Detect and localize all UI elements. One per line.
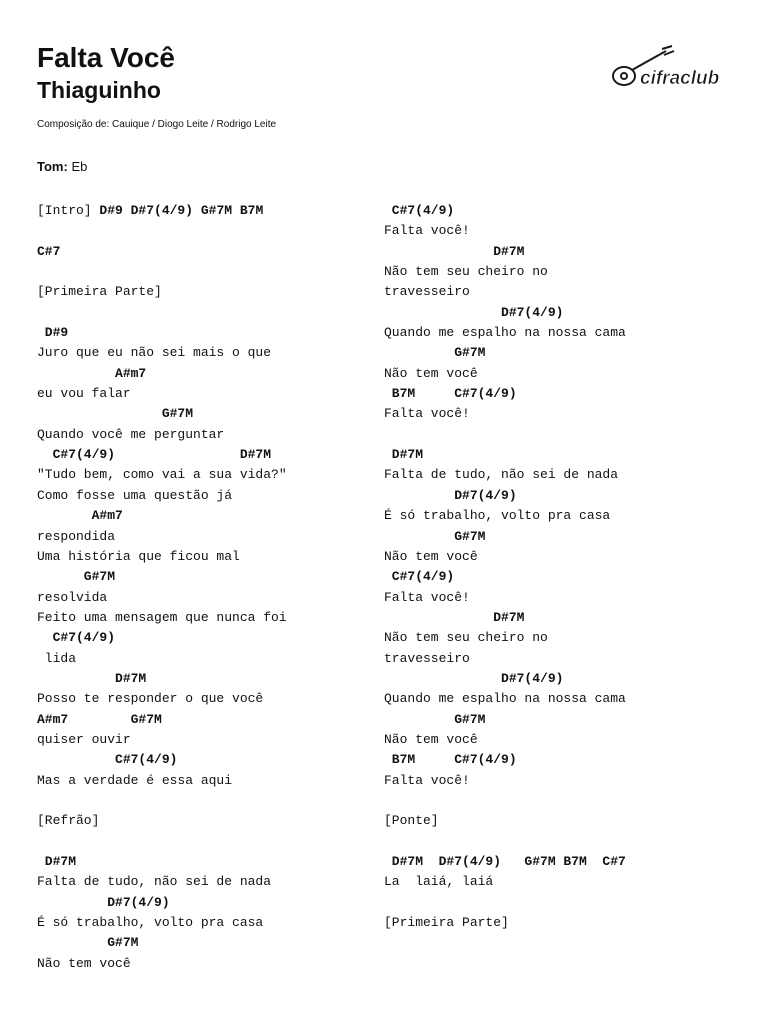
lyric-line: Falta você! — [384, 406, 470, 422]
chord-line: C#7(4/9) — [384, 203, 455, 218]
blank-line — [37, 221, 367, 241]
chord-line: D#7M — [37, 854, 77, 869]
guitar-icon — [606, 44, 722, 96]
key-value: Eb — [71, 159, 88, 174]
chord-line: G#7M — [384, 528, 486, 544]
chord-line: D#7M D#7(4/9) G#7M B7M C#7 — [384, 854, 626, 869]
chord-line: D#7(4/9) — [384, 670, 564, 686]
lyric-line: Quando me espalho na nossa cama — [384, 325, 626, 341]
lyric-line: lida — [37, 650, 77, 666]
composers-credit: Composição de: Cauique / Diogo Leite / Rodrigo Leite — [37, 119, 277, 130]
chord-line: D#7(4/9) — [37, 894, 170, 910]
chord-line: D#7M — [384, 609, 525, 625]
cifraclub-logo[interactable] — [606, 44, 722, 96]
lyric-line: Falta você! — [384, 223, 470, 239]
lyric-line: É só trabalho, volto pra casa — [37, 915, 264, 931]
blank-line — [37, 303, 367, 323]
key-label: Tom: — [37, 159, 68, 174]
lyric-line: Juro que eu não sei mais o que — [37, 345, 272, 361]
lyrics-column-left — [37, 201, 367, 974]
lyrics-column-right — [384, 201, 744, 933]
artist-name: Thiaguinho — [37, 77, 161, 103]
chord-line: B7M C#7(4/9) — [384, 752, 517, 768]
lyric-line: Não tem seu cheiro no — [384, 630, 548, 646]
intro-line — [37, 201, 367, 221]
chord-line: C#7(4/9) — [384, 569, 455, 585]
lyric-line: Não tem você — [384, 365, 478, 381]
lyric-line: eu vou falar — [37, 386, 131, 402]
lyric-line: Não tem você — [37, 955, 131, 971]
blank-line — [384, 791, 744, 811]
blank-line — [384, 832, 744, 852]
lyric-line: Não tem você — [384, 731, 478, 747]
section-header: [Refrão] — [37, 813, 100, 829]
lyric-line: Não tem você — [384, 548, 478, 564]
chord-line: A#m7 G#7M — [37, 711, 162, 727]
lyric-line: Uma história que ficou mal — [37, 548, 240, 564]
lyric-line: La laiá, laiá — [384, 874, 494, 890]
lyric-line: respondida — [37, 528, 116, 544]
lyric-line: Falta de tudo, não sei de nada — [384, 467, 619, 483]
section-label: [Intro] — [37, 203, 100, 218]
chord-line: C#7(4/9) — [37, 630, 116, 646]
lyric-line: É só trabalho, volto pra casa — [384, 508, 611, 524]
blank-line — [37, 832, 367, 852]
blank-line — [37, 791, 367, 811]
lyric-line: Falta você! — [384, 589, 470, 605]
chord-line: A#m7 — [37, 365, 147, 381]
chord-line: G#7M — [37, 935, 139, 951]
chord-line: C#7(4/9) — [37, 752, 178, 768]
chord-line: G#7M — [37, 406, 194, 422]
lyric-line: Feito uma mensagem que nunca foi — [37, 609, 287, 625]
chord-line: C#7(4/9) D#7M — [37, 447, 272, 463]
logo-text: cifraclub — [640, 68, 720, 89]
chord-line: C#7 — [37, 243, 61, 259]
lyric-line: Quando me espalho na nossa cama — [384, 691, 626, 707]
blank-line — [37, 262, 367, 282]
chord-line: D#9 D#7(4/9) G#7M B7M — [99, 203, 264, 218]
chord-line: D#7(4/9) — [384, 487, 517, 503]
blank-line — [384, 893, 744, 913]
chord-line: G#7M — [37, 569, 116, 585]
lyric-line: travesseiro — [384, 650, 470, 666]
lyric-line: Quando você me perguntar — [37, 426, 225, 442]
chord-line: B7M C#7(4/9) — [384, 386, 517, 402]
chord-line: D#7(4/9) — [384, 304, 564, 320]
chord-line: G#7M — [384, 711, 486, 727]
chord-line: G#7M — [384, 345, 486, 361]
section-header: [Ponte] — [384, 813, 439, 829]
section-header: [Primeira Parte] — [37, 284, 162, 300]
lyric-line: Posso te responder o que você — [37, 691, 264, 707]
lyric-line: Mas a verdade é essa aqui — [37, 772, 233, 788]
lyric-line: Falta de tudo, não sei de nada — [37, 874, 272, 890]
blank-line — [384, 425, 744, 445]
lyric-line: resolvida — [37, 589, 108, 605]
lyric-line: Falta você! — [384, 772, 470, 788]
chord-line: D#7M — [37, 670, 147, 686]
lyric-line: "Tudo bem, como vai a sua vida?" — [37, 467, 287, 483]
song-key — [37, 158, 87, 176]
lyric-line: Não tem seu cheiro no — [384, 264, 548, 280]
chord-line: D#7M — [384, 447, 424, 463]
chord-line: D#9 — [37, 325, 69, 341]
song-title: Falta Você — [37, 42, 175, 73]
chord-line: D#7M — [384, 243, 525, 259]
lyric-line: quiser ouvir — [37, 731, 131, 747]
lyric-line: travesseiro — [384, 284, 470, 300]
section-header: [Primeira Parte] — [384, 915, 509, 931]
lyric-line: Como fosse uma questão já — [37, 487, 233, 503]
chord-line: A#m7 — [37, 508, 123, 524]
